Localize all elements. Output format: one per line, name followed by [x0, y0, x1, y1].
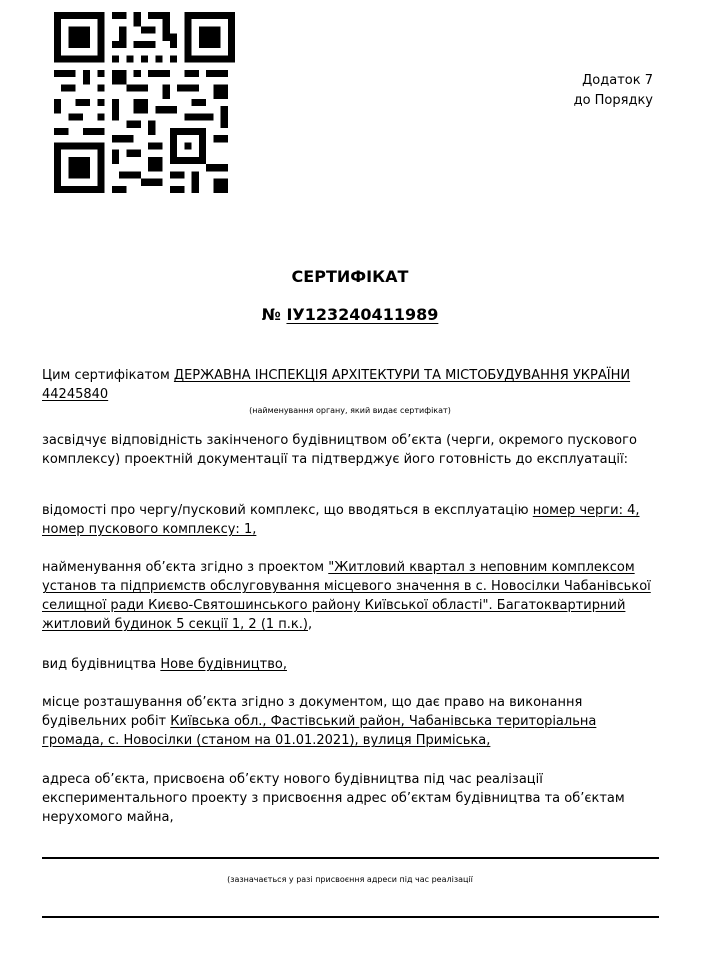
address-caption: (зазначається у разі присвоєння адреси під час реалізації	[227, 875, 473, 884]
construction-type-lead: вид будівництва	[42, 657, 161, 672]
qr-code-icon	[54, 12, 235, 193]
number-sign: №	[261, 305, 281, 324]
location-lead: місце розташування об’єкта згідно з документом, що дає право на виконання будівельних робіт	[42, 695, 583, 729]
queue-value: номер черги: 4, номер пускового комплексу: 1,	[42, 503, 640, 537]
object-name-tail: ,	[307, 617, 313, 632]
location-value: Київська обл., Фастівський район, Чабанівська територіальна громада, с. Новосілки (станом на 01.01.2021), вулиця Приміська,	[42, 714, 597, 748]
object-name-paragraph	[42, 558, 662, 634]
certificate-title: СЕРТИФІКАТ	[291, 267, 409, 286]
object-name-value: "Житловий квартал з неповним комплексом установ та підприємств обслуговування місцевого значення в с. Новосілки Чабанівської селищної ради Києво-Святошинського району Київської області". Багатоквартирний житловий будинок 5 секції 1, 2 (1 п.к.)	[42, 560, 651, 632]
queue-lead: відомості про чергу/пусковий комплекс, що вводяться в експлуатацію	[42, 503, 533, 518]
certificate-number	[0, 305, 700, 324]
appendix-line: до Порядку	[573, 93, 653, 108]
issuer-code: 44245840	[42, 387, 109, 402]
location-paragraph	[42, 693, 662, 750]
certificate-number-value: ІУ123240411989	[286, 305, 439, 324]
issuer-paragraph	[42, 366, 662, 404]
appendix-line: Додаток 7	[582, 73, 653, 88]
construction-type-paragraph	[42, 655, 662, 674]
construction-type-value: Нове будівництво,	[160, 657, 287, 672]
queue-paragraph	[42, 501, 662, 539]
object-name-lead: найменування об’єкта згідно з проектом	[42, 560, 329, 575]
statement-paragraph: засвідчує відповідність закінченого будівництвом об’єкта (черги, окремого пускового комплексу) проектній документації та підтверджує його готовність до експлуатації:	[42, 433, 637, 467]
issuer-lead: Цим сертифікатом	[42, 368, 174, 383]
address-paragraph: адреса об’єкта, присвоєна об’єкту нового будівництва під час реалізації експериментального проекту з присвоєння адрес об’єктам будівництва та об’єктам нерухомого майна,	[42, 772, 625, 825]
issuer-name: ДЕРЖАВНА ІНСПЕКЦІЯ АРХІТЕКТУРИ ТА МІСТОБУДУВАННЯ УКРАЇНИ	[173, 368, 631, 383]
bottom-divider	[42, 916, 659, 918]
address-line	[42, 857, 659, 859]
issuer-caption: (найменування органу, який видає сертифікат)	[249, 406, 451, 415]
appendix-reference	[574, 71, 653, 111]
